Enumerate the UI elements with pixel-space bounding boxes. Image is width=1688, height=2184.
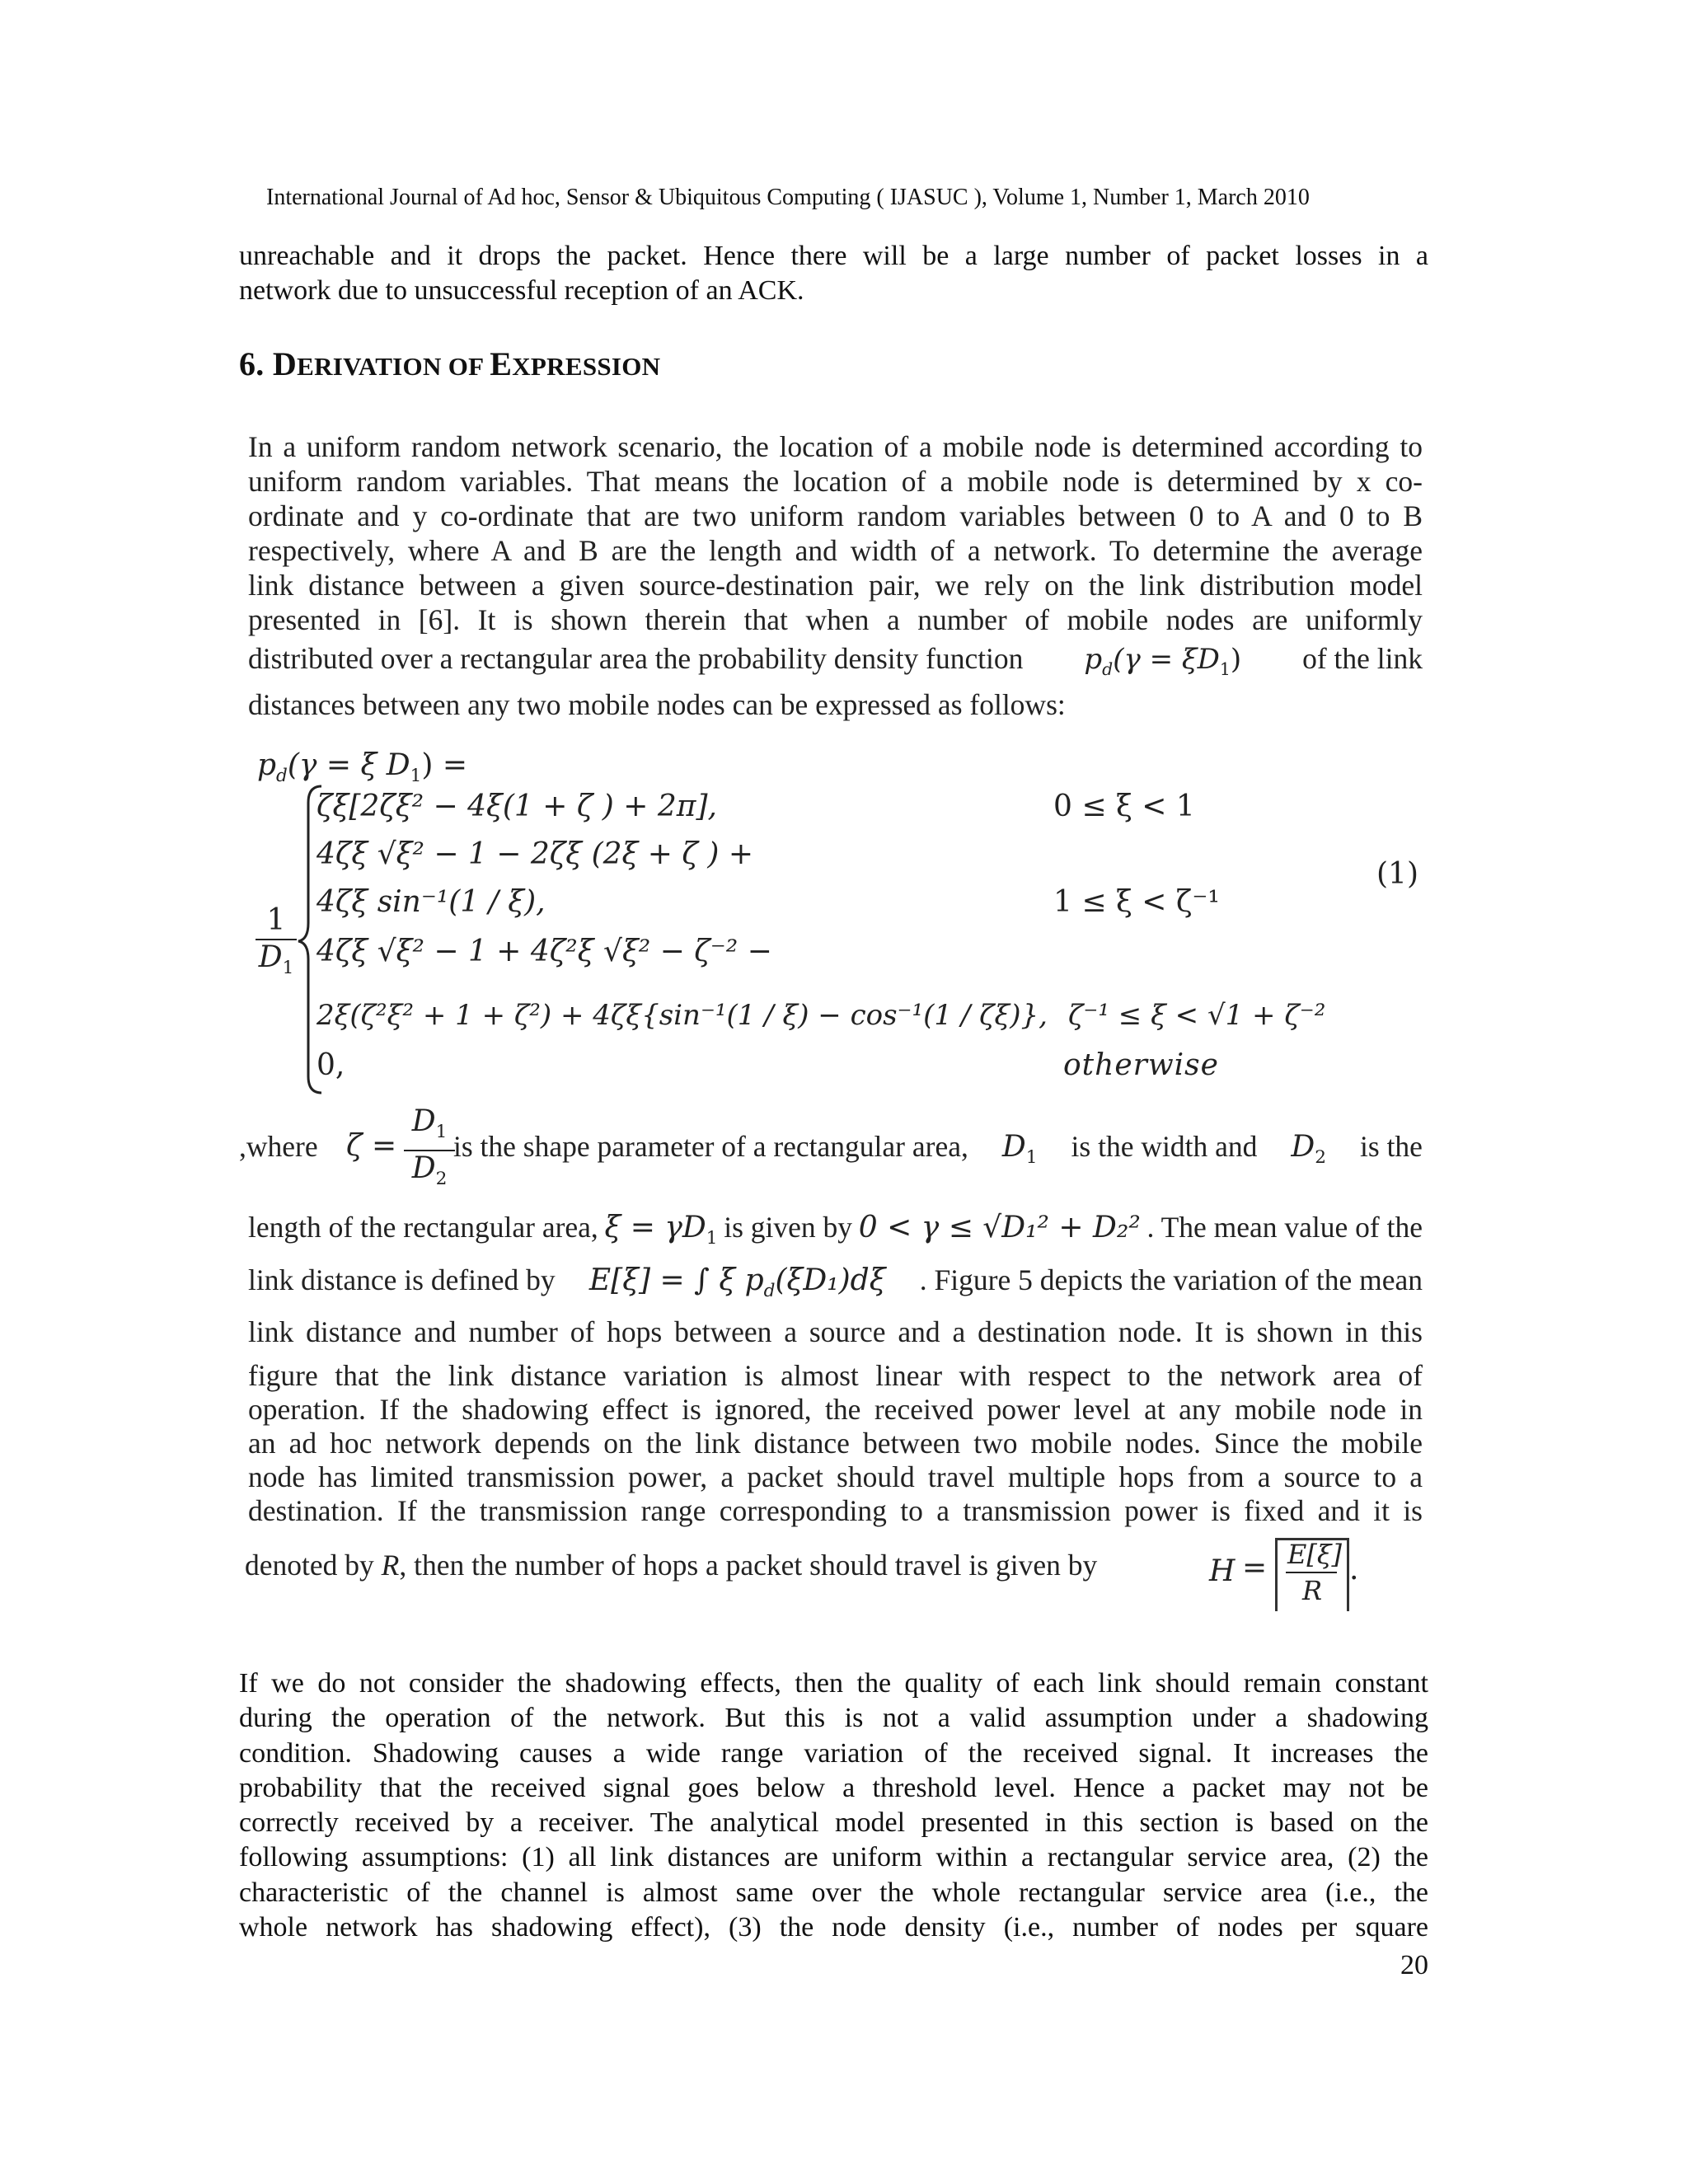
den-sub: 1 bbox=[282, 958, 294, 979]
section-title-part: E bbox=[490, 345, 513, 382]
lhs-part: (γ = ξ D bbox=[287, 748, 410, 782]
H-symbol: H bbox=[1209, 1554, 1236, 1588]
where-text: is the shape parameter of a rectangular area, bbox=[453, 1130, 968, 1163]
scan-line: figure that the link distance variation is almost linear with respect to the network area of bbox=[248, 1359, 1423, 1392]
equation-row-2: 4ζξ √ξ² − 1 − 2ζξ (2ξ + ζ ) + bbox=[316, 837, 754, 871]
equation-row-6: 0, bbox=[316, 1048, 345, 1082]
equation-row-4: 4ζξ √ξ² − 1 + 4ζ²ξ √ξ² − ζ⁻² − bbox=[316, 935, 772, 968]
equation-cond-3: 1 ≤ ξ < ζ⁻¹ bbox=[1053, 885, 1220, 919]
section-title-part: XPRESSION bbox=[512, 352, 661, 381]
equation-row-3: 4ζξ sin⁻¹(1 / ξ), bbox=[316, 885, 546, 919]
lhs-part: ) = bbox=[421, 748, 468, 782]
where-line bbox=[239, 1104, 1423, 1190]
hops-text-wrap bbox=[245, 1548, 1097, 1582]
D1-sub: 1 bbox=[1025, 1147, 1038, 1169]
link-line bbox=[248, 1263, 1423, 1309]
hops-text: , then the number of hops a packet should travel is given by bbox=[399, 1549, 1098, 1582]
scan-line: uniform random variables. That means the location of a mobile node is determined by x co- bbox=[248, 465, 1423, 498]
den-D: D bbox=[411, 1151, 436, 1186]
scan-line: link distance between a given source-destination pair, we rely on the link distribution model bbox=[248, 569, 1423, 602]
section-number: 6. bbox=[239, 345, 273, 382]
final-line: probability that the received signal goes below a threshold level. Hence a packet may not be bbox=[239, 1772, 1428, 1803]
hops-text: denoted by bbox=[245, 1549, 382, 1582]
D1: D bbox=[1001, 1130, 1026, 1164]
D2-sub: 2 bbox=[1315, 1147, 1326, 1169]
lhs-p: p bbox=[257, 748, 277, 782]
density-formula bbox=[1084, 642, 1241, 687]
D1-symbol bbox=[1002, 1130, 1038, 1175]
expr-sub: d bbox=[763, 1281, 776, 1302]
link-text: . Figure 5 depicts the variation of the mean bbox=[919, 1263, 1423, 1296]
link-text: link distance is defined by bbox=[248, 1263, 556, 1296]
where-text: is the width and bbox=[1071, 1130, 1258, 1163]
fraction-numerator: 1 bbox=[256, 903, 297, 940]
equation-cond-5: ζ⁻¹ ≤ ξ < √1 + ζ⁻² bbox=[1068, 999, 1326, 1032]
final-line: following assumptions: (1) all link distances are uniform within a rectangular service area, (2) the bbox=[239, 1842, 1428, 1873]
final-paragraph bbox=[239, 1666, 1428, 1945]
formula-part: (γ = ξD bbox=[1113, 643, 1220, 676]
final-line: whole network has shadowing effect), (3) the node density (i.e., number of nodes per square bbox=[239, 1912, 1428, 1943]
scan-line: respectively, where A and B are the length and width of a network. To determine the average bbox=[248, 534, 1423, 567]
scan-line: destination. If the transmission range corresponding to a transmission power is fixed and it is bbox=[248, 1494, 1423, 1527]
equation-number: (1) bbox=[1376, 857, 1418, 891]
equation-cond-1: 0 ≤ ξ < 1 bbox=[1053, 790, 1195, 823]
final-line: If we do not consider the shadowing effects, then the quality of each link should remain constant bbox=[239, 1668, 1428, 1699]
gamma-range: 0 < γ ≤ √D₁² + D₂² bbox=[858, 1211, 1141, 1244]
equation-row-1: ζξ[2ζξ² − 4ξ(1 + ζ ) + 2π], bbox=[316, 790, 717, 823]
ceiling-fraction bbox=[1275, 1538, 1349, 1611]
equals-sign: = bbox=[1242, 1551, 1268, 1585]
D2-symbol bbox=[1291, 1130, 1326, 1175]
section-title-part: D bbox=[272, 345, 298, 382]
num-sub: 1 bbox=[435, 1122, 448, 1143]
ceil-num: E[ξ] bbox=[1287, 1539, 1342, 1570]
intro-line: unreachable and it drops the packet. Hence there will be a large number of packet losses in a bbox=[239, 241, 1428, 271]
section-title-part: ERIVATION OF bbox=[297, 352, 490, 381]
scan-line: an ad hoc network depends on the link distance between two mobile nodes. Since the mobile bbox=[248, 1427, 1423, 1460]
zeta-symbol: ζ = bbox=[346, 1129, 397, 1163]
equation-lhs bbox=[257, 748, 467, 786]
den-sub: 2 bbox=[435, 1169, 448, 1190]
expressed-line: distances between any two mobile nodes can be expressed as follows: bbox=[248, 688, 1066, 721]
intro-line: network due to unsuccessful reception of an ACK. bbox=[239, 275, 804, 307]
density-text: of the link bbox=[1302, 642, 1423, 675]
scan-paragraph-1 bbox=[248, 429, 1423, 637]
scan-line: node has limited transmission power, a packet should travel multiple hops from a source to a bbox=[248, 1460, 1423, 1493]
lhs-sub: 1 bbox=[410, 766, 422, 787]
scan-paragraph-2 bbox=[248, 1315, 1423, 1528]
length-text: is given by bbox=[724, 1211, 853, 1244]
lhs-sub: d bbox=[276, 766, 288, 787]
section-heading bbox=[239, 344, 660, 383]
where-text: ,where bbox=[239, 1130, 318, 1163]
xi: ξ = γD bbox=[604, 1211, 706, 1244]
scan-line: ordinate and y co-ordinate that are two uniform random variables between 0 to A and 0 to B bbox=[248, 499, 1423, 532]
intro-paragraph bbox=[239, 239, 1428, 309]
density-line bbox=[248, 641, 1423, 687]
R-symbol: R bbox=[381, 1549, 400, 1582]
final-line: correctly received by a receiver. The analytical model presented in this section is based on the bbox=[239, 1807, 1428, 1839]
length-line bbox=[248, 1210, 1423, 1256]
fraction-denominator bbox=[256, 940, 297, 978]
length-text: . The mean value of the bbox=[1146, 1211, 1423, 1244]
page-number: 20 bbox=[1400, 1950, 1428, 1980]
formula-sub: d bbox=[1102, 658, 1114, 679]
expr: E[ξ] = ∫ ξ p bbox=[588, 1263, 764, 1297]
period: . bbox=[1349, 1553, 1359, 1586]
den-D: D bbox=[258, 940, 283, 974]
scan-line: link distance and number of hops between a source and a destination node. It is shown in this bbox=[248, 1315, 1423, 1348]
formula-sub: 1 bbox=[1219, 658, 1231, 679]
D2: D bbox=[1291, 1130, 1315, 1164]
xi-expr bbox=[605, 1211, 718, 1256]
scan-line: presented in [6]. It is shown therein that when a number of mobile nodes are uniformly bbox=[248, 603, 1423, 636]
num-D: D bbox=[411, 1104, 436, 1138]
expr: (ξD₁)dξ bbox=[775, 1263, 886, 1297]
equation-1 bbox=[247, 742, 1426, 1096]
final-line: characteristic of the channel is almost same over the whole rectangular service area (i.e., the bbox=[239, 1877, 1428, 1908]
final-line: during the operation of the network. But this is not a valid assumption under a shadowing bbox=[239, 1703, 1428, 1734]
equation-cond-6: otherwise bbox=[1063, 1048, 1219, 1082]
ceil-den: R bbox=[1302, 1575, 1323, 1606]
running-header: International Journal of Ad hoc, Sensor & Ubiquitous Computing ( IJASUC ), Volume 1, Number 1, March 2010 bbox=[266, 185, 1310, 210]
equation-fraction bbox=[256, 903, 297, 978]
zeta-fraction bbox=[404, 1104, 455, 1197]
density-text: distributed over a rectangular area the probability density function bbox=[248, 642, 1024, 675]
where-text: is the bbox=[1360, 1130, 1423, 1163]
mean-expr bbox=[589, 1263, 886, 1309]
final-line: condition. Shadowing causes a wide range variation of the received signal. It increases the bbox=[239, 1737, 1428, 1769]
scan-line: operation. If the shadowing effect is ignored, the received power level at any mobile node in bbox=[248, 1393, 1423, 1426]
hops-line bbox=[245, 1538, 1432, 1620]
equation-row-5: 2ξ(ζ²ξ² + 1 + ζ²) + 4ζξ{sin⁻¹(1 / ξ) − cos⁻¹(1 / ζξ)}, bbox=[316, 999, 1048, 1032]
xi-sub: 1 bbox=[706, 1228, 718, 1249]
formula-part: ) bbox=[1230, 643, 1242, 676]
formula-p: p bbox=[1084, 643, 1103, 676]
length-text: length of the rectangular area, bbox=[248, 1211, 598, 1244]
where-rest bbox=[453, 1129, 1423, 1175]
scan-line: In a uniform random network scenario, the location of a mobile node is determined according to bbox=[248, 430, 1423, 463]
